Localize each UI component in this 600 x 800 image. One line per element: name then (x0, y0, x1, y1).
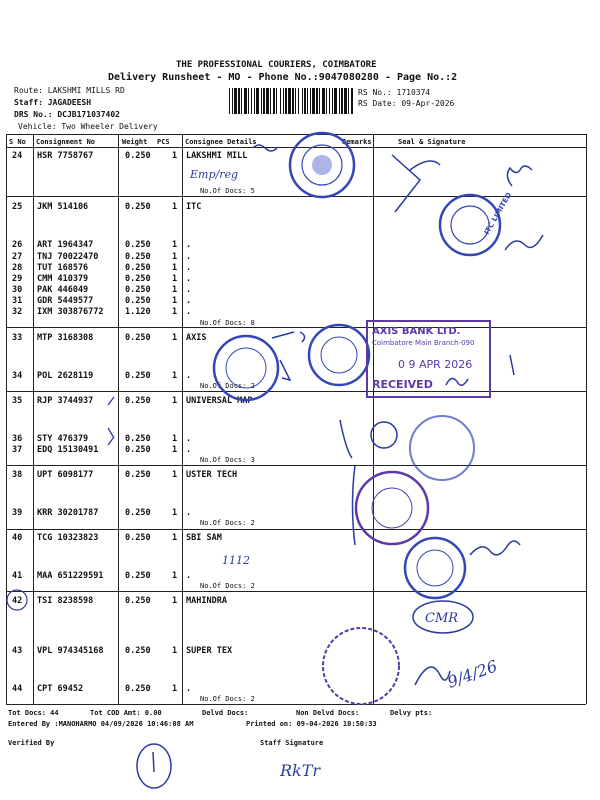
weight: 0.250 (125, 571, 151, 581)
row-separator (6, 327, 586, 328)
verified-by-signature (137, 744, 171, 788)
consignment-no: POL 2628119 (37, 371, 94, 381)
sno: 39 (12, 508, 23, 518)
pcs: 1 (172, 151, 178, 161)
signature (505, 235, 543, 250)
consignee: USTER TECH (186, 470, 238, 480)
staff: Staff: JAGADEESH (14, 98, 92, 107)
delivered-docs: Delvd Docs: (202, 709, 249, 717)
handwritten-date: 9/4/26 (444, 656, 500, 692)
weight: 0.250 (125, 445, 151, 455)
weight: 0.250 (125, 252, 151, 262)
pcs: 1 (172, 333, 178, 343)
consignment-no: TCG 10323823 (37, 533, 99, 543)
weight: 0.250 (125, 596, 151, 606)
consignee: ITC (186, 202, 202, 212)
sno: 30 (12, 285, 23, 295)
printed-on: Printed on: 09-04-2026 10:50:33 (246, 720, 377, 728)
sno: 32 (12, 307, 23, 317)
consignment-no: MTP 3168308 (37, 333, 94, 343)
sno: 27 (12, 252, 23, 262)
itc-stamp-text: ITC LIMITED (482, 191, 514, 236)
delivery-points: Delvy pts: (390, 709, 433, 717)
col-weight: Weight (122, 138, 148, 146)
weight: 0.250 (125, 508, 151, 518)
consignee: UNIVERSAL MAP (186, 396, 253, 406)
signature (392, 155, 440, 212)
cmr-circle (413, 601, 473, 633)
col-seal-signature: Seal & Signature (398, 138, 466, 146)
consignment-no: HSR 7758767 (37, 151, 94, 161)
weight: 0.250 (125, 151, 151, 161)
consignee: . (186, 307, 192, 317)
sno: 43 (12, 646, 23, 656)
consignment-no: CPT 69452 (37, 684, 84, 694)
lakshmi-stamp-core (312, 155, 332, 175)
received-stamp: RECEIVED (372, 378, 433, 391)
col-border (373, 134, 374, 704)
pcs: 1 (172, 274, 178, 284)
sno: 25 (12, 202, 23, 212)
axis-bank-rect-stamp (367, 321, 490, 397)
sno: 40 (12, 533, 23, 543)
col-border (33, 134, 34, 704)
weight: 0.250 (125, 470, 151, 480)
consignment-no: TNJ 70022470 (37, 252, 99, 262)
sbi-stamp-icon (405, 538, 465, 598)
pcs: 1 (172, 646, 178, 656)
super-tex-stamp-icon (323, 628, 399, 704)
uster-stamp-icon (356, 472, 428, 544)
row-separator (6, 196, 586, 197)
signature (507, 166, 532, 186)
consignment-no: TUT 168576 (37, 263, 89, 273)
row-separator (6, 591, 586, 592)
col-remarks: Remarks (342, 138, 372, 146)
axis-round-stamp-icon (309, 325, 369, 385)
consignee: AXIS (186, 333, 207, 343)
col-sno: S No (9, 138, 26, 146)
itc-stamp-inner (451, 206, 489, 244)
signature (353, 465, 356, 545)
total-cod: Tot COD Amt: 0.00 (90, 709, 162, 717)
consignment-no: STY 476379 (37, 434, 89, 444)
pcs: 1 (172, 434, 178, 444)
verified-by-mark (153, 752, 154, 772)
consignee: SUPER TEX (186, 646, 233, 656)
route: Route: LAKSHMI MILLS RD (14, 86, 125, 95)
weight: 0.250 (125, 371, 151, 381)
staff-signature-label: Staff Signature (260, 739, 324, 747)
cmr-handwriting: CMR (425, 611, 459, 626)
pcs: 1 (172, 240, 178, 250)
sno: 29 (12, 274, 23, 284)
sno: 42 (12, 596, 23, 606)
docs-count: No.Of Docs: 2 (200, 582, 255, 590)
header-bottom-border (6, 147, 586, 148)
weight: 0.250 (125, 285, 151, 295)
consignment-no: ART 1964347 (37, 240, 94, 250)
weight: 0.250 (125, 263, 151, 273)
col-border (586, 134, 587, 704)
col-border (182, 134, 183, 704)
weight: 0.250 (125, 333, 151, 343)
non-delivered-docs: Non Delvd Docs: (296, 709, 360, 717)
vehicle: Vehicle: Two Wheeler Delivery (18, 122, 158, 131)
docs-count: No.Of Docs: 2 (200, 519, 255, 527)
pcs: 1 (172, 684, 178, 694)
row-separator (6, 529, 586, 530)
sno: 35 (12, 396, 23, 406)
pcs: 1 (172, 508, 178, 518)
pcs: 1 (172, 571, 178, 581)
row-separator (6, 465, 586, 466)
consignment-no: JKM 514106 (37, 202, 89, 212)
sno: 36 (12, 434, 23, 444)
pcs: 1 (172, 296, 178, 306)
consignment-no: RJP 3744937 (37, 396, 94, 406)
pcs: 1 (172, 202, 178, 212)
col-consignment: Consignment No (36, 138, 96, 146)
signature (470, 541, 520, 555)
consignment-no: IXM 303876772 (37, 307, 104, 317)
sno: 24 (12, 151, 23, 161)
lakshmi-stamp-inner (302, 145, 342, 185)
consignee: . (186, 445, 192, 455)
faint-round-stamp-icon (410, 416, 474, 480)
handwritten-note: Emp/reg (190, 168, 239, 181)
consignment-no: PAK 446049 (37, 285, 89, 295)
handwritten-note: 1112 (222, 554, 250, 567)
pcs: 1 (172, 371, 178, 381)
consignee: MAHINDRA (186, 596, 227, 606)
weight: 0.250 (125, 240, 151, 250)
axis-bank-branch: Coimbatore Main Branch-090 (372, 339, 475, 347)
docs-count: No.Of Docs: 2 (200, 695, 255, 703)
consignee: . (186, 252, 192, 262)
company-name: THE PROFESSIONAL COURIERS, COIMBATORE (176, 60, 377, 70)
consignment-no: GDR 5449577 (37, 296, 94, 306)
pcs: 1 (172, 285, 178, 295)
sno: 44 (12, 684, 23, 694)
weight: 0.250 (125, 274, 151, 284)
pcs: 1 (172, 445, 178, 455)
sbi-stamp-inner (417, 550, 453, 586)
pcs: 1 (172, 252, 178, 262)
weight: 1.120 (125, 307, 151, 317)
sno: 26 (12, 240, 23, 250)
consignment-no: EDQ 15130491 (37, 445, 99, 455)
docs-count: No.Of Docs: 5 (200, 187, 255, 195)
col-border (6, 134, 7, 704)
weight: 0.250 (125, 296, 151, 306)
sno: 28 (12, 263, 23, 273)
consignment-no: MAA 651229591 (37, 571, 104, 581)
consignment-no: UPT 6098177 (37, 470, 94, 480)
entered-by: Entered By :MANOHARMO 04/09/2026 10:46:08 AM (8, 720, 194, 728)
consignee: SBI SAM (186, 533, 222, 543)
drs-number: DRS No.: DCJB171037402 (14, 110, 120, 119)
weight: 0.250 (125, 396, 151, 406)
consignment-no: KRR 30201787 (37, 508, 99, 518)
weight: 0.250 (125, 646, 151, 656)
docs-count: No.Of Docs: 2 (200, 382, 255, 390)
sno: 38 (12, 470, 23, 480)
docs-count: No.Of Docs: 3 (200, 456, 255, 464)
tick-mark (510, 355, 514, 375)
consignee: . (186, 240, 192, 250)
col-pcs: PCS (157, 138, 170, 146)
signature (272, 332, 305, 342)
consignee: . (186, 371, 192, 381)
consignee: . (186, 571, 192, 581)
sno: 31 (12, 296, 23, 306)
weight: 0.250 (125, 533, 151, 543)
weight: 0.250 (125, 202, 151, 212)
staff-signature: RkTr (280, 761, 321, 780)
consignment-no: TSI 8238598 (37, 596, 94, 606)
consignment-no: VPL 974345168 (37, 646, 104, 656)
sno: 41 (12, 571, 23, 581)
axis-stamp-inner (321, 337, 357, 373)
axis-bank-name: AXIS BANK LTD. (372, 326, 461, 337)
runsheet-title: Delivery Runsheet - MO - Phone No.:9047080280 - Page No.:2 (108, 72, 458, 83)
rs-date: RS Date: 09-Apr-2026 (358, 99, 455, 108)
itc-stamp-icon (440, 195, 500, 255)
signature (446, 378, 468, 385)
pcs: 1 (172, 307, 178, 317)
docs-count: No.Of Docs: 8 (200, 319, 255, 327)
sno: 34 (12, 371, 23, 381)
consignee: . (186, 684, 192, 694)
signature (340, 420, 352, 458)
consignee: LAKSHMI MILL (186, 151, 248, 161)
pcs: 1 (172, 596, 178, 606)
consignee: . (186, 274, 192, 284)
signature (415, 667, 450, 685)
table-top-border (6, 134, 586, 135)
col-border (118, 134, 119, 704)
verified-by: Verified By (8, 739, 55, 747)
axis-stamp-date: 0 9 APR 2026 (398, 358, 473, 371)
pcs: 1 (172, 263, 178, 273)
rs-number: RS No.: 1710374 (358, 88, 431, 97)
col-consignee: Consignee Details (185, 138, 257, 146)
pcs: 1 (172, 533, 178, 543)
consignee: . (186, 508, 192, 518)
uster-stamp-inner (372, 488, 412, 528)
check-marks (108, 397, 114, 445)
consignment-no: CMM 410379 (37, 274, 89, 284)
signature (371, 422, 397, 448)
table-bottom-border (6, 704, 586, 705)
total-docs: Tot Docs: 44 (8, 709, 59, 717)
sno: 37 (12, 445, 23, 455)
consignee: . (186, 263, 192, 273)
consignee: . (186, 296, 192, 306)
sno: 33 (12, 333, 23, 343)
consignee: . (186, 434, 192, 444)
signature (280, 360, 290, 380)
consignee: . (186, 285, 192, 295)
row-separator (6, 391, 586, 392)
weight: 0.250 (125, 434, 151, 444)
pcs: 1 (172, 470, 178, 480)
weight: 0.250 (125, 684, 151, 694)
pcs: 1 (172, 396, 178, 406)
